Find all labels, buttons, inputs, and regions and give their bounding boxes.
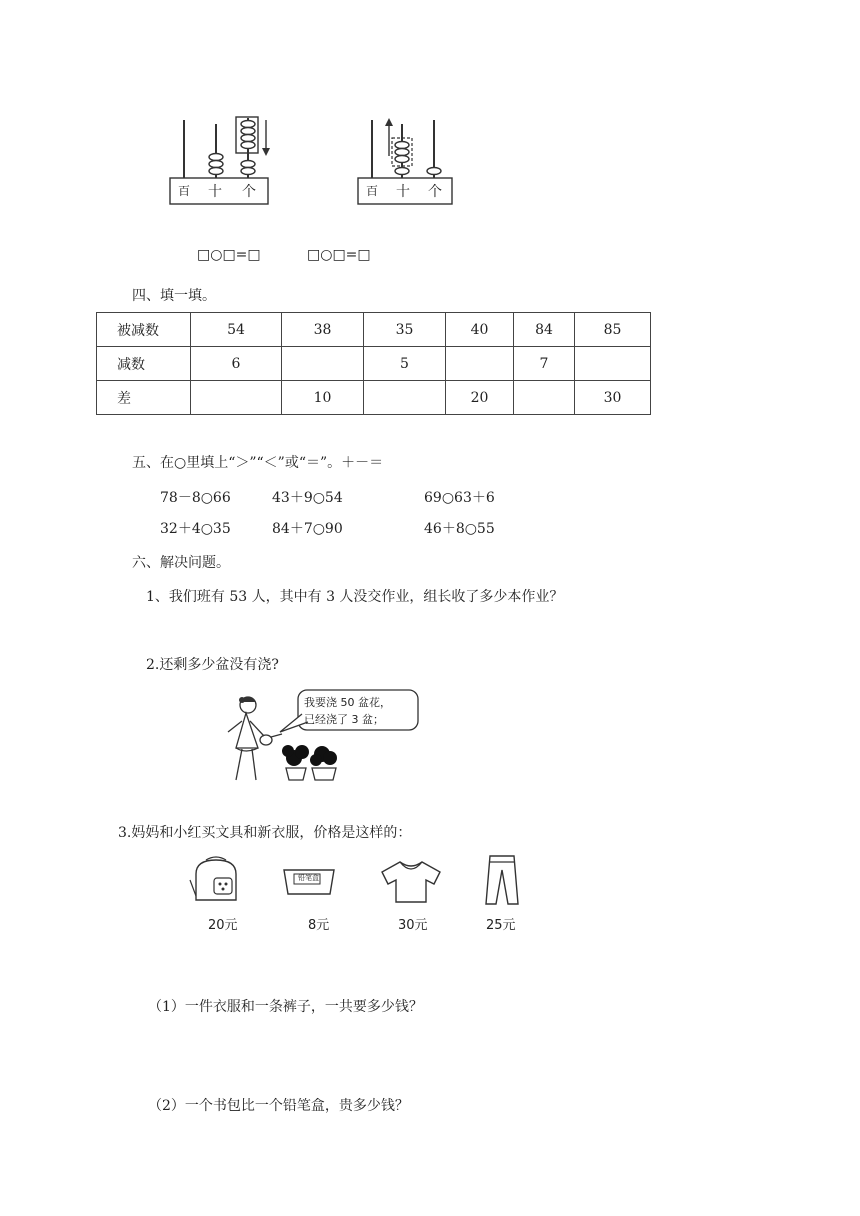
table-cell	[575, 347, 651, 381]
shirt-icon	[378, 856, 444, 906]
bag-icon	[186, 856, 246, 906]
table-cell: 30	[575, 381, 651, 415]
table-row	[97, 313, 651, 347]
compare-item: 43＋9○54	[272, 490, 343, 506]
question-2: 2.还剩多少盆没有浇?	[146, 657, 279, 673]
table-cell: 40	[446, 313, 514, 347]
question-3-sub-2: （2）一个书包比一个铅笔盒，贵多少钱？	[148, 1098, 409, 1114]
row-label-difference: 差	[97, 381, 191, 415]
table-cell	[446, 347, 514, 381]
table-cell: 10	[282, 381, 364, 415]
table-cell	[191, 381, 282, 415]
compare-item: 32＋4○35	[160, 521, 231, 537]
table-row	[97, 347, 651, 381]
table-cell: 84	[514, 313, 575, 347]
table-cell: 35	[364, 313, 446, 347]
speech-bubble-line-2: 已经浇了 3 盆；	[304, 713, 384, 726]
table-cell	[364, 381, 446, 415]
abacus-right-label-tens: 十	[396, 184, 410, 200]
price-shirt: 30元	[398, 918, 428, 933]
compare-item: 69○63＋6	[424, 490, 495, 506]
pencil-box-label: 铅笔盒	[298, 874, 319, 882]
compare-item: 78－8○66	[160, 490, 231, 506]
abacus-left-label-tens: 十	[208, 184, 222, 200]
table-cell: 54	[191, 313, 282, 347]
price-pants: 25元	[486, 918, 516, 933]
question-3: 3.妈妈和小红买文具和新衣服，价格是这样的：	[118, 825, 412, 841]
table-cell: 85	[575, 313, 651, 347]
table-row	[97, 381, 651, 415]
compare-item: 46＋8○55	[424, 521, 495, 537]
abacus-right-label-ones: 个	[428, 184, 442, 200]
row-label-minuend: 被减数	[97, 313, 191, 347]
section4-title: 四、填一填。	[132, 288, 216, 304]
table-cell	[282, 347, 364, 381]
price-bag: 20元	[208, 918, 238, 933]
question-3-sub-1: （1）一件衣服和一条裤子，一共要多少钱？	[148, 999, 423, 1015]
price-pencil-box: 8元	[308, 918, 330, 933]
table-cell: 7	[514, 347, 575, 381]
abacus-left-label-hundreds: 百	[178, 184, 191, 198]
table-cell: 20	[446, 381, 514, 415]
table-cell: 6	[191, 347, 282, 381]
section5-title: 五、在○里填上“＞”“＜”或“＝”。＋－＝	[132, 455, 384, 471]
row-label-subtrahend: 减数	[97, 347, 191, 381]
speech-bubble-line-1: 我要浇 50 盆花，	[304, 696, 391, 709]
table-cell	[514, 381, 575, 415]
table-cell: 5	[364, 347, 446, 381]
compare-item: 84＋7○90	[272, 521, 343, 537]
abacus-right-label-hundreds: 百	[366, 184, 379, 198]
section6-title: 六、解决问题。	[132, 555, 230, 571]
abacus-equation-right: □○□=□	[307, 247, 371, 263]
question-1: 1、我们班有 53 人，其中有 3 人没交作业，组长收了多少本作业？	[146, 589, 564, 605]
table-cell: 38	[282, 313, 364, 347]
abacus-left-label-ones: 个	[242, 184, 256, 200]
subtraction-table	[96, 312, 651, 415]
abacus-equation-left: □○□=□	[197, 247, 261, 263]
pants-icon	[482, 852, 522, 908]
